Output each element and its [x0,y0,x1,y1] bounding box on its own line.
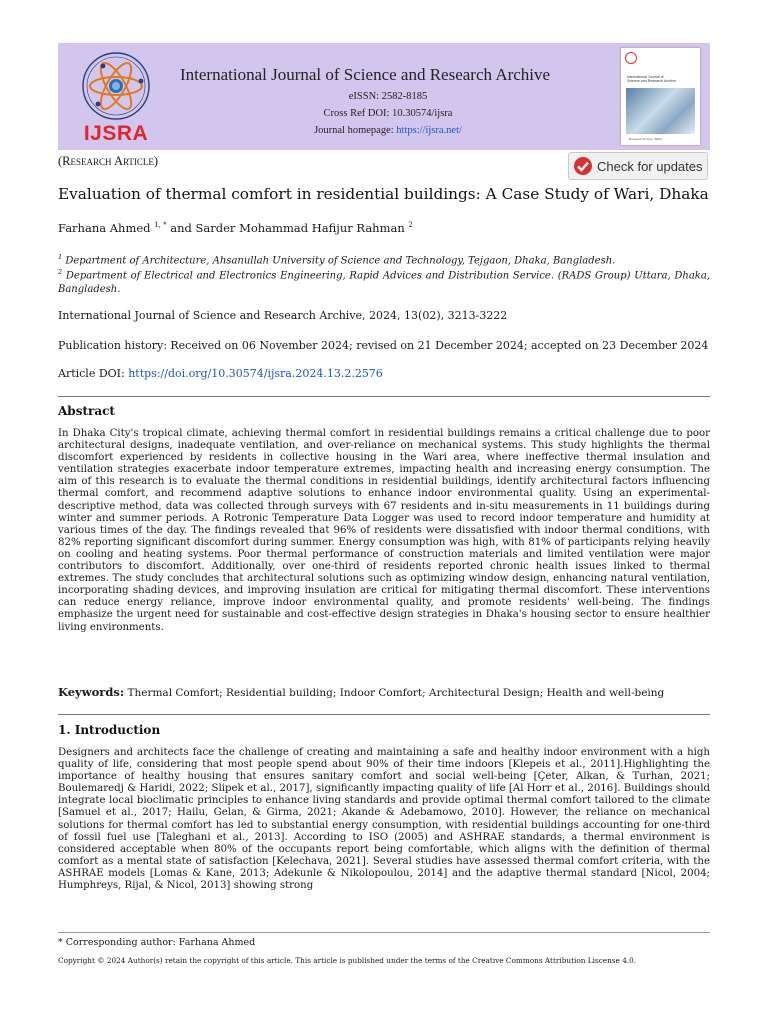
check-updates-icon [573,156,593,176]
logo-text: IJSRA [83,122,149,145]
atom-icon [70,49,162,121]
copyright: Copyright © 2024 Author(s) retain the copyright of this article. This article is published under the terms of the Creative Commons Attribution Liscense 4.0. [58,956,637,965]
cover-logo-icon [625,52,637,64]
cover-image [626,88,695,134]
author-1: Farhana Ahmed [58,221,155,235]
journal-homepage [288,125,488,136]
journal-cover-thumbnail [621,48,700,145]
doi-label: Article DOI: [58,367,129,380]
keywords-text: Thermal Comfort; Residential building; Indoor Comfort; Architectural Design; Health and well-being [124,687,665,699]
author-2: and Sarder Mohammad Hafijur Rahman [166,221,409,235]
author-1-affiliation: 1, * [154,221,167,230]
doi-link[interactable]: https://doi.org/10.30574/ijsra.2024.13.2.2576 [128,367,383,380]
divider [58,396,710,397]
publication-history: Publication history: Received on 06 November 2024; revised on 21 December 2024; accepted on 23 December 2024 [58,339,709,352]
check-updates-label: Check for updates [597,159,703,174]
journal-header [58,43,710,150]
journal-title: International Journal of Science and Research Archive [180,65,551,84]
authors [58,221,413,235]
introduction-text: Designers and architects face the challenge of creating and maintaining a safe and healthy indoor environment with a high quality of life, considering that most people spend about 90% of their time indoors [Klepeis et al., 2011].Highlighting the importance of healthy housing that ensures sanitary comfort and social well-being [Çeter, Alkan, & Turhan, 2021; Boulemaredj & Haridi, 2022; Slipek et al., 2017], significantly impacting quality of life [Al Horr et al., 2016]. Buildings should integrate local bioclimatic principles to enhance living standards and provide optimal thermal comfort tailored to the climate [Samuel et al., 2017; Hailu, Gelan, & Girma, 2021; Akande & Adebamowo, 2010]. However, the reliance on mechanical solutions for thermal comfort has led to substantial energy consumption, with residential buildings accounting for one-third of fossil fuel use [Taleghani et al., 2013]. According to ISO (2005) and ASHRAE standards, a thermal environment is considered acceptable when 80% of the occupants report being comfortable, which aligns with the definition of thermal comfort as a mental state of satisfaction [Kelechava, 2021]. Several studies have assessed thermal comfort criteria, with the ASHRAE models [Lomas & Kane, 2013; Adekunle & Nikolopoulou, 2014] and the adaptive thermal standard [Nicol, 2004; Humphreys, Rijal, & Nicol, 2013] showing strong [58,747,710,892]
homepage-link[interactable]: https://ijsra.net/ [396,125,462,136]
article-type: (Research Article) [58,154,159,168]
eissn: eISSN: 2582-8185 [348,91,428,102]
abstract-text: In Dhaka City's tropical climate, achieving thermal comfort in residential buildings remains a critical challenge due to poor architectural designs, inadequate ventilation, and over-reliance on mechanical systems. This study highlights the thermal discomfort experienced by residents in collective housing in the Wari area, where ineffective thermal insulation and ventilation strategies exacerbate indoor temperature extremes, impacting health and increasing energy consumption. The aim of this research is to evaluate the thermal conditions in residential buildings, identify architectural factors influencing thermal comfort, and recommend adaptive solutions to enhance indoor environmental quality. Using an experimental-descriptive method, data was collected through surveys with 67 residents and in-situ measurements in 11 buildings during winter and summer periods. A Rotronic Temperature Data Logger was used to record indoor temperature and humidity at various times of the day. The findings revealed that 96% of residents were dissatisfied with indoor thermal conditions, with 82% reporting significant discomfort during summer. Energy consumption was high, with 81% of participants relying heavily on cooling and heating systems. Poor thermal performance of construction materials and limited ventilation were major contributors to discomfort. Additionally, over one-third of residents reported chronic health issues linked to thermal extremes. The study concludes that architectural solutions such as optimizing window design, enhancing natural ventilation, incorporating shading devices, and improving insulation are critical for mitigating thermal discomfort. These interventions can reduce energy reliance, improve indoor environmental quality, and promote residents' well-being. The findings emphasize the urgent need for sustainable and cost-effective design strategies in Dhaka's housing sector to ensure healthier living environments. [58,428,710,633]
abstract-heading: Abstract [58,404,115,418]
article-doi [58,367,383,380]
introduction-heading: 1. Introduction [58,723,161,737]
cover-footer: Research Archive, INDIA [629,137,663,141]
divider [58,714,710,715]
keywords [58,685,664,699]
check-for-updates-button[interactable] [568,152,708,180]
journal-logo [70,49,162,149]
article-title: Evaluation of thermal comfort in residential buildings: A Case Study of Wari, Dhaka [58,185,709,203]
affiliation-2: $^2$ Department of Electrical and Electronics Engineering, Rapid Advices and Distribution Service. (RADS Group) Uttara, Dhaka, Bangladesh. [58,268,710,296]
affiliation-1: $^1$ Department of Architecture, Ahsanullah University of Science and Technology, Tejgaon, Dhaka, Bangladesh. [58,253,616,267]
cover-title: International Journal of Science and Research Archive [627,75,676,84]
homepage-label: Journal homepage: [314,125,397,136]
keywords-label: Keywords: [58,685,125,699]
crossref-doi: Cross Ref DOI: 10.30574/ijsra [323,108,453,119]
author-2-affiliation: 2 [408,221,413,230]
citation: International Journal of Science and Research Archive, 2024, 13(02), 3213-3222 [58,309,508,322]
footnote-divider [58,932,710,933]
corresponding-author: * Corresponding author: Farhana Ahmed [58,937,256,948]
